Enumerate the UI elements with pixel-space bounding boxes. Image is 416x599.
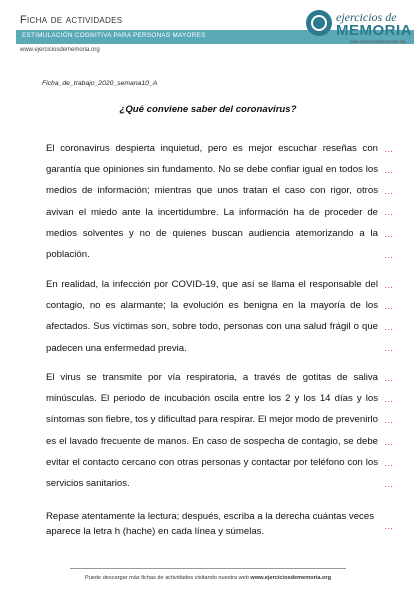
answer-blank[interactable]: … <box>384 301 394 311</box>
worksheet-title: ¿Qué conviene saber del coronavirus? <box>119 104 297 115</box>
footer <box>0 575 416 581</box>
answer-blank[interactable]: … <box>384 394 394 404</box>
worksheet-reference: Ficha_de_trabajo_2020_semana10_A <box>42 80 158 87</box>
answer-blank[interactable]: … <box>384 322 394 332</box>
answer-blank[interactable]: … <box>384 250 394 260</box>
answer-blank[interactable]: … <box>384 186 394 196</box>
footer-link[interactable]: www.ejerciciosdememoria.org <box>250 575 332 581</box>
logo <box>306 10 416 46</box>
answer-blank[interactable]: … <box>384 479 394 489</box>
paragraph-3: El virus se transmite por vía respiratoria, a través de gotitas de saliva minúsculas. El periodo de incubación oscila entre los 2 y los 14 días y los síntomas son fiebre, tos y dificultad para respirar. El mejor modo de prevenirlo es el lavado frecuente de manos. En caso de sospecha de contagio, se debe evitar el contacto cercano con otras personas y contactar por teléfono con los servicios sanitarios. <box>46 372 378 490</box>
logo-url: www.ejerciciosdememoria.org <box>350 39 406 44</box>
answer-blank[interactable]: … <box>384 373 394 383</box>
answer-blank[interactable]: … <box>384 229 394 239</box>
footer-text: Puede descargar más fichas de actividades visitando nuestra web <box>84 575 249 581</box>
header-url[interactable]: www.ejerciciosdememoria.org <box>20 47 100 53</box>
answer-blank[interactable]: … <box>384 458 394 468</box>
header-title: Ficha de actividades <box>20 14 123 26</box>
logo-circle-icon <box>306 10 332 36</box>
answer-blank[interactable]: … <box>384 165 394 175</box>
footer-divider <box>70 568 346 569</box>
answer-blank-total[interactable]: … <box>384 521 394 531</box>
answer-blank[interactable]: … <box>384 280 394 290</box>
answer-blank[interactable]: … <box>384 437 394 447</box>
answer-blank[interactable]: … <box>384 144 394 154</box>
header-band-text: ESTIMULACIÓN COGNITIVA PARA PERSONAS MAYORES <box>22 32 206 39</box>
answer-blank[interactable]: … <box>384 207 394 217</box>
paragraph-1: El coronavirus despierta inquietud, pero es mejor escuchar reseñas con garantía que opiniones sin fundamento. No se debe confiar igual en todos los medios de información; mientras que unos tratan el caso con rigor, otros avivan el miedo ante la incertidumbre. La información ha de proceder de medios solventes y no de quienes buscan audiencia atemorizando a la población. <box>46 143 378 261</box>
logo-line-1: ejercicios de <box>336 10 397 24</box>
logo-line-2: MEMORIA <box>336 22 412 39</box>
instruction-text: Repase atentamente la lectura; después, escriba a la derecha cuántas veces aparece la letra h (hache) en cada línea y súmelas. <box>46 511 374 537</box>
answer-blank[interactable]: … <box>384 415 394 425</box>
paragraph-2: En realidad, la infección por COVID-19, que así se llama el responsable del contagio, no es alarmante; la evolución es benigna en la mayoría de los afectados. Sus víctimas son, sobre todo, personas con una salud frágil o que padecen una enfermedad previa. <box>46 279 378 354</box>
answer-blank[interactable]: … <box>384 343 394 353</box>
